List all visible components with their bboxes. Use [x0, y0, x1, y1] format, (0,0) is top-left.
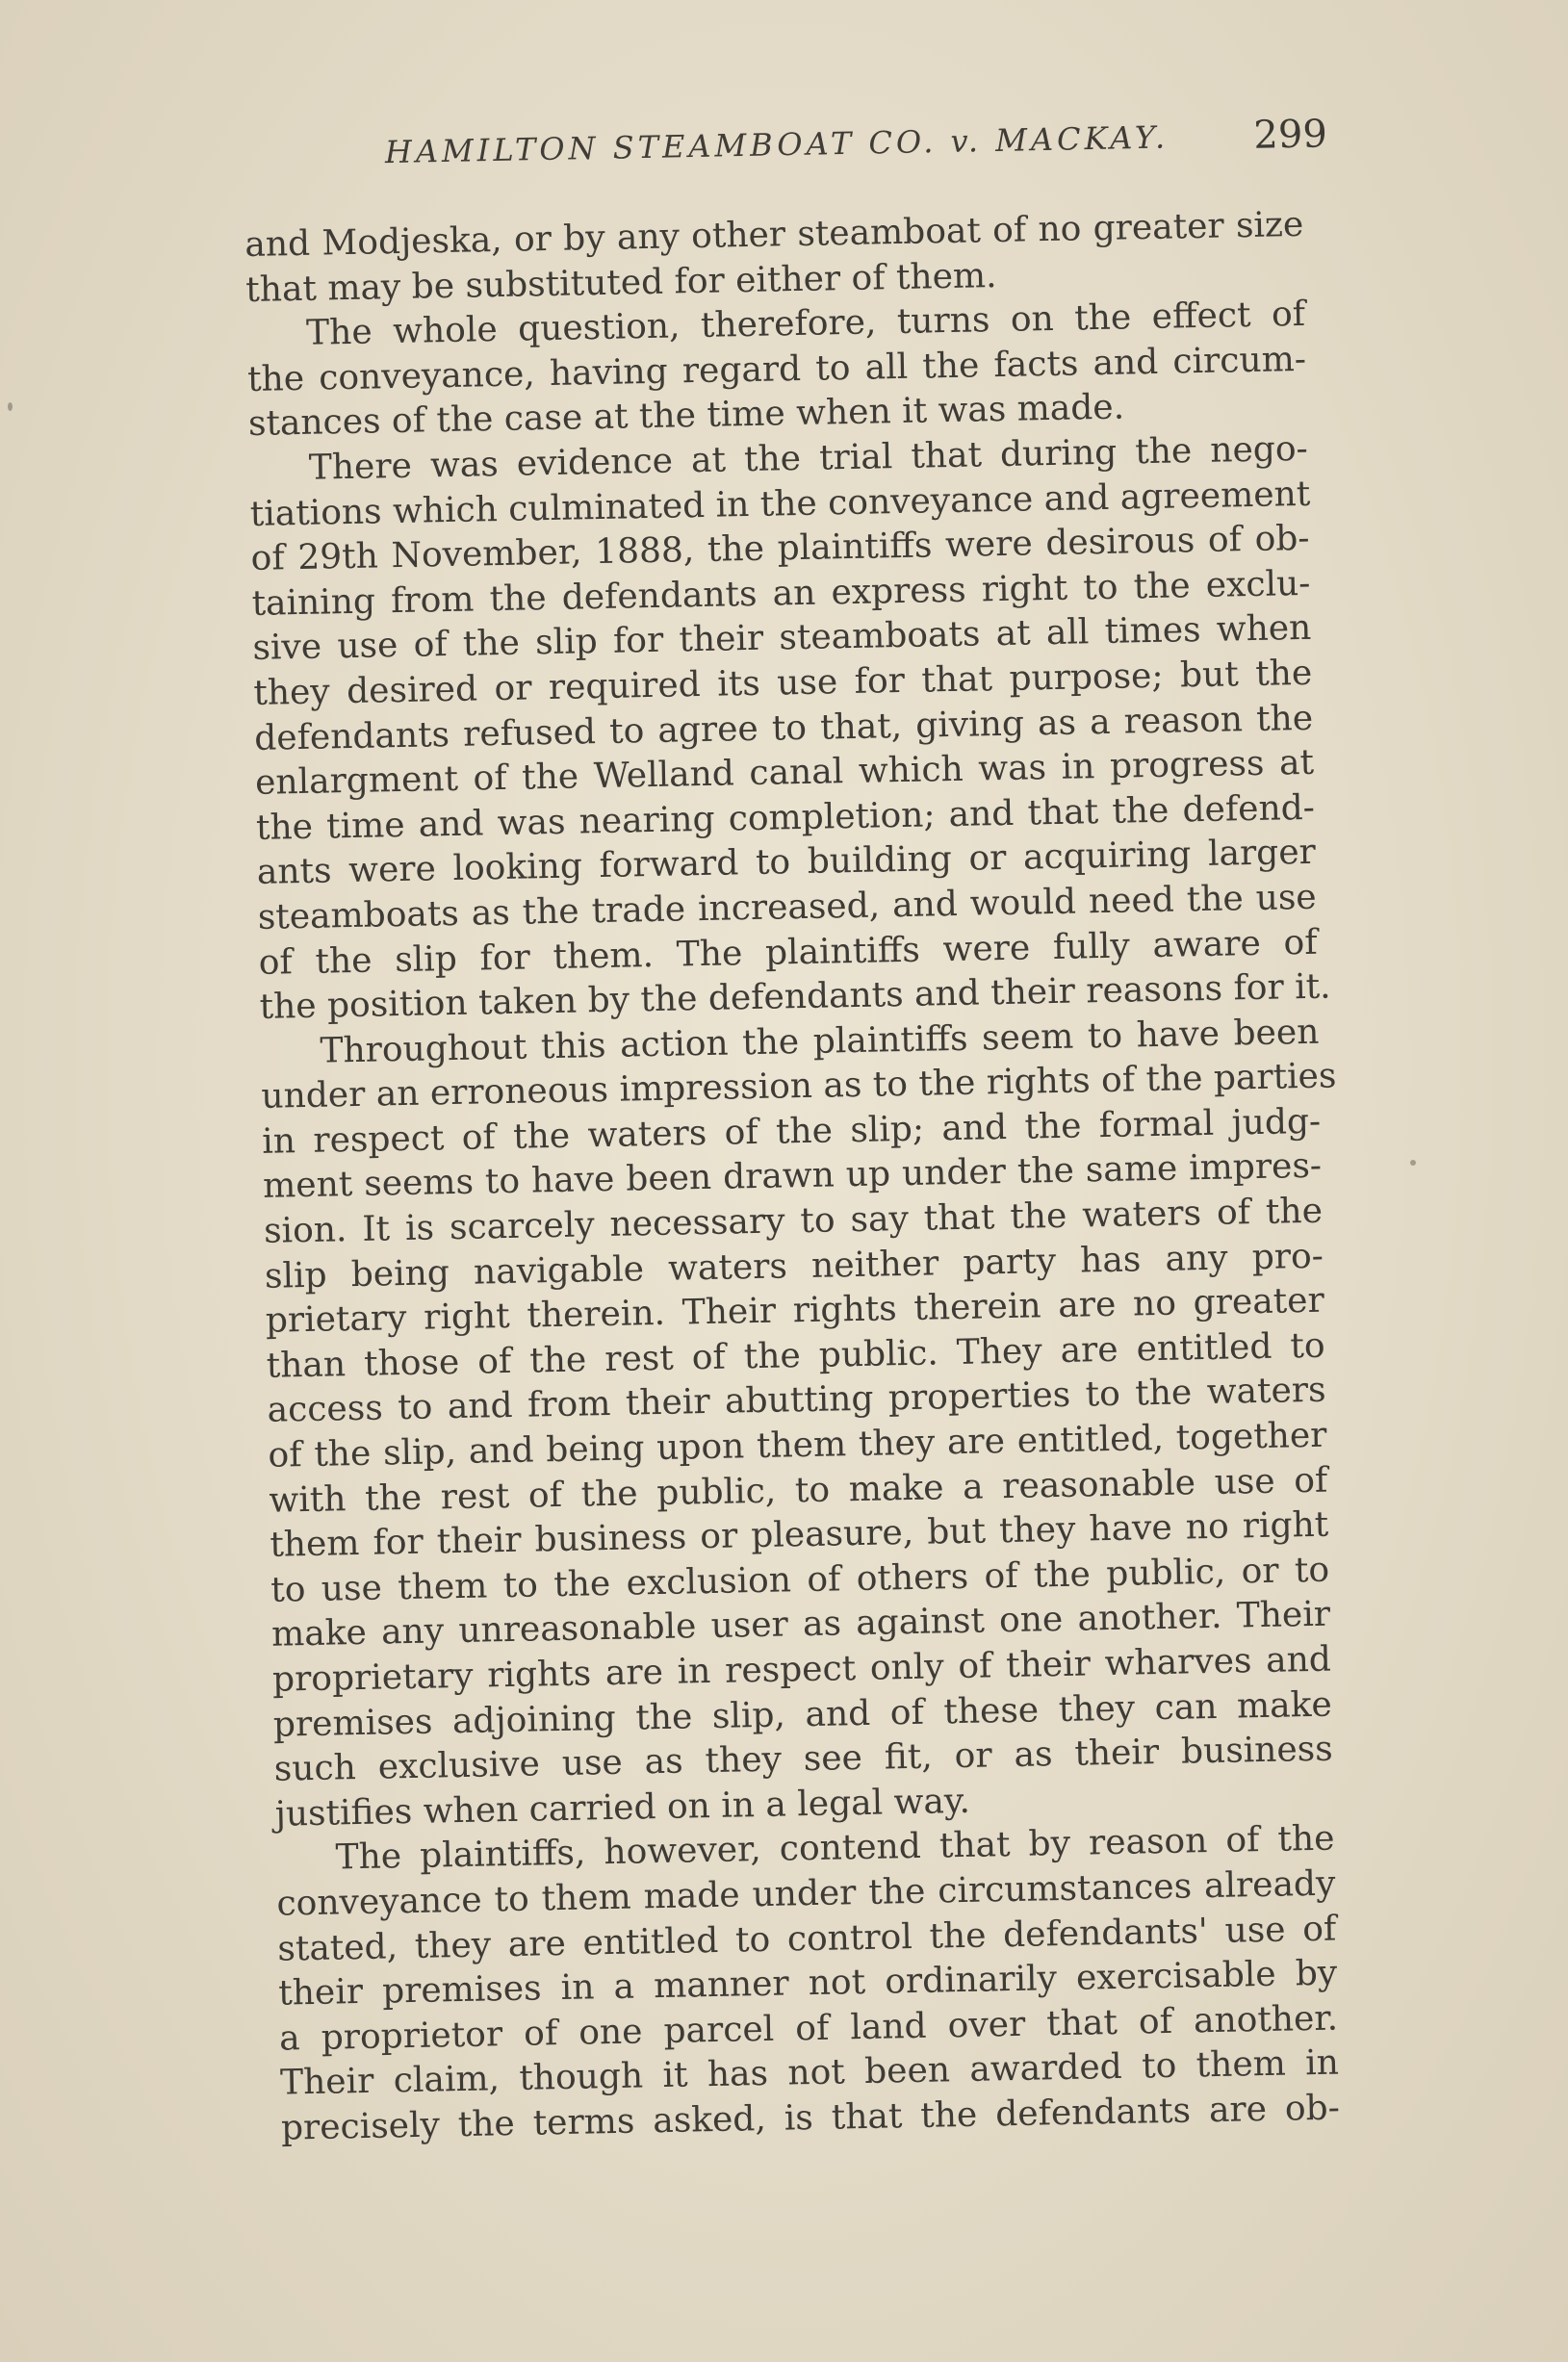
text-line: sive use of the slip for their steamboats at all times when — [252, 608, 1312, 669]
text-line: and Modjeska, or by any other steamboat of no greater size — [244, 204, 1304, 265]
text-line: of the slip for them. The plaintiffs were fully aware of — [258, 922, 1318, 983]
paragraph-first-line: There was evidence at the trial that during the nego- — [308, 428, 1309, 488]
text-line: under an erroneous impression as to the rights of the parties — [261, 1056, 1337, 1117]
text-line: precisely the terms asked, is that the defendants are ob- — [280, 2088, 1341, 2148]
text-line: slip being navigable waters neither party has any pro- — [264, 1236, 1324, 1297]
text-line: in respect of the waters of the slip; and the formal judg- — [261, 1101, 1322, 1162]
paragraph-first-line: Throughout this action the plaintiffs seem to have been — [320, 1012, 1320, 1071]
paragraph-first-line: The whole question, therefore, turns on the effect of — [305, 295, 1306, 353]
text-line: proprietary rights are in respect only of their wharves and — [271, 1639, 1332, 1700]
text-line: tiations which culminated in the conveyance and agreement — [249, 474, 1311, 534]
text-line: such exclusive use as they see fit, or as their business — [273, 1729, 1334, 1789]
text-line: of 29th November, 1888, the plaintiffs were desirous of ob- — [250, 518, 1310, 579]
text-line: stances of the case at the time when it was made. — [247, 387, 1125, 445]
text-line: premises adjoining the slip, and of these they can make — [272, 1684, 1333, 1745]
text-line: the conveyance, having regard to all the facts and circum- — [246, 339, 1307, 399]
text-line: justifies when carried on in a legal way. — [274, 1781, 971, 1835]
text-line: to use them to the exclusion of others of the public, or to — [270, 1550, 1330, 1610]
paper-speck — [1410, 1160, 1416, 1166]
text-line: steamboats as the trade increased, and would need the use — [257, 877, 1318, 937]
running-title: HAMILTON STEAMBOAT CO. v. MACKAY. — [384, 118, 1170, 171]
text-line: enlargment of the Welland canal which was in progress at — [254, 742, 1315, 804]
text-line: ants were looking forward to building or acquiring larger — [256, 833, 1317, 893]
body-text — [244, 203, 1340, 2151]
text-line: access to and from their abutting properties to the waters — [267, 1371, 1326, 1431]
text-line: than those of the rest of the public. They are entitled to — [266, 1325, 1325, 1386]
text-line: a proprietor of one parcel of land over that of another. — [278, 1998, 1339, 2059]
text-line: them for their business or pleasure, but they have no right — [269, 1504, 1329, 1565]
text-line: make any unreasonable user as against one another. Their — [270, 1595, 1331, 1656]
page-header — [240, 106, 1327, 185]
paper-speck — [8, 402, 13, 411]
text-line: the position taken by the defendants and their reasons for it. — [259, 966, 1331, 1027]
paragraph-first-line: The plaintiffs, however, contend that by reason of the — [335, 1818, 1335, 1878]
text-line: stated, they are entitled to control the defendants' use of — [277, 1909, 1337, 1969]
page-number: 299 — [1252, 112, 1328, 158]
text-line: taining from the defendants an express right to the exclu- — [251, 563, 1311, 624]
text-line: with the rest of the public, to make a reasonable use of — [269, 1460, 1328, 1521]
text-line: Their claim, though it has not been awarded to them in — [279, 2042, 1340, 2103]
text-line: ment seems to have been drawn up under the same impres- — [262, 1146, 1323, 1207]
text-line: of the slip, and being upon them they are entitled, together — [268, 1415, 1327, 1476]
text-line: that may be substituted for either of them. — [244, 255, 997, 310]
text-line: they desired or required its use for that purpose; but the — [252, 653, 1313, 713]
text-line: prietary right therein. Their rights therein are no greater — [265, 1280, 1325, 1342]
text-line: conveyance to them made under the circumstances already — [276, 1863, 1336, 1924]
text-line: their premises in a manner not ordinarily exercisable by — [277, 1953, 1338, 2014]
text-line: the time and was nearing completion; and that the defend- — [255, 787, 1316, 848]
text-line: defendants refused to agree to that, giving as a reason the — [253, 698, 1314, 758]
text-line: sion. It is scarcely necessary to say that the waters of the — [263, 1191, 1324, 1251]
